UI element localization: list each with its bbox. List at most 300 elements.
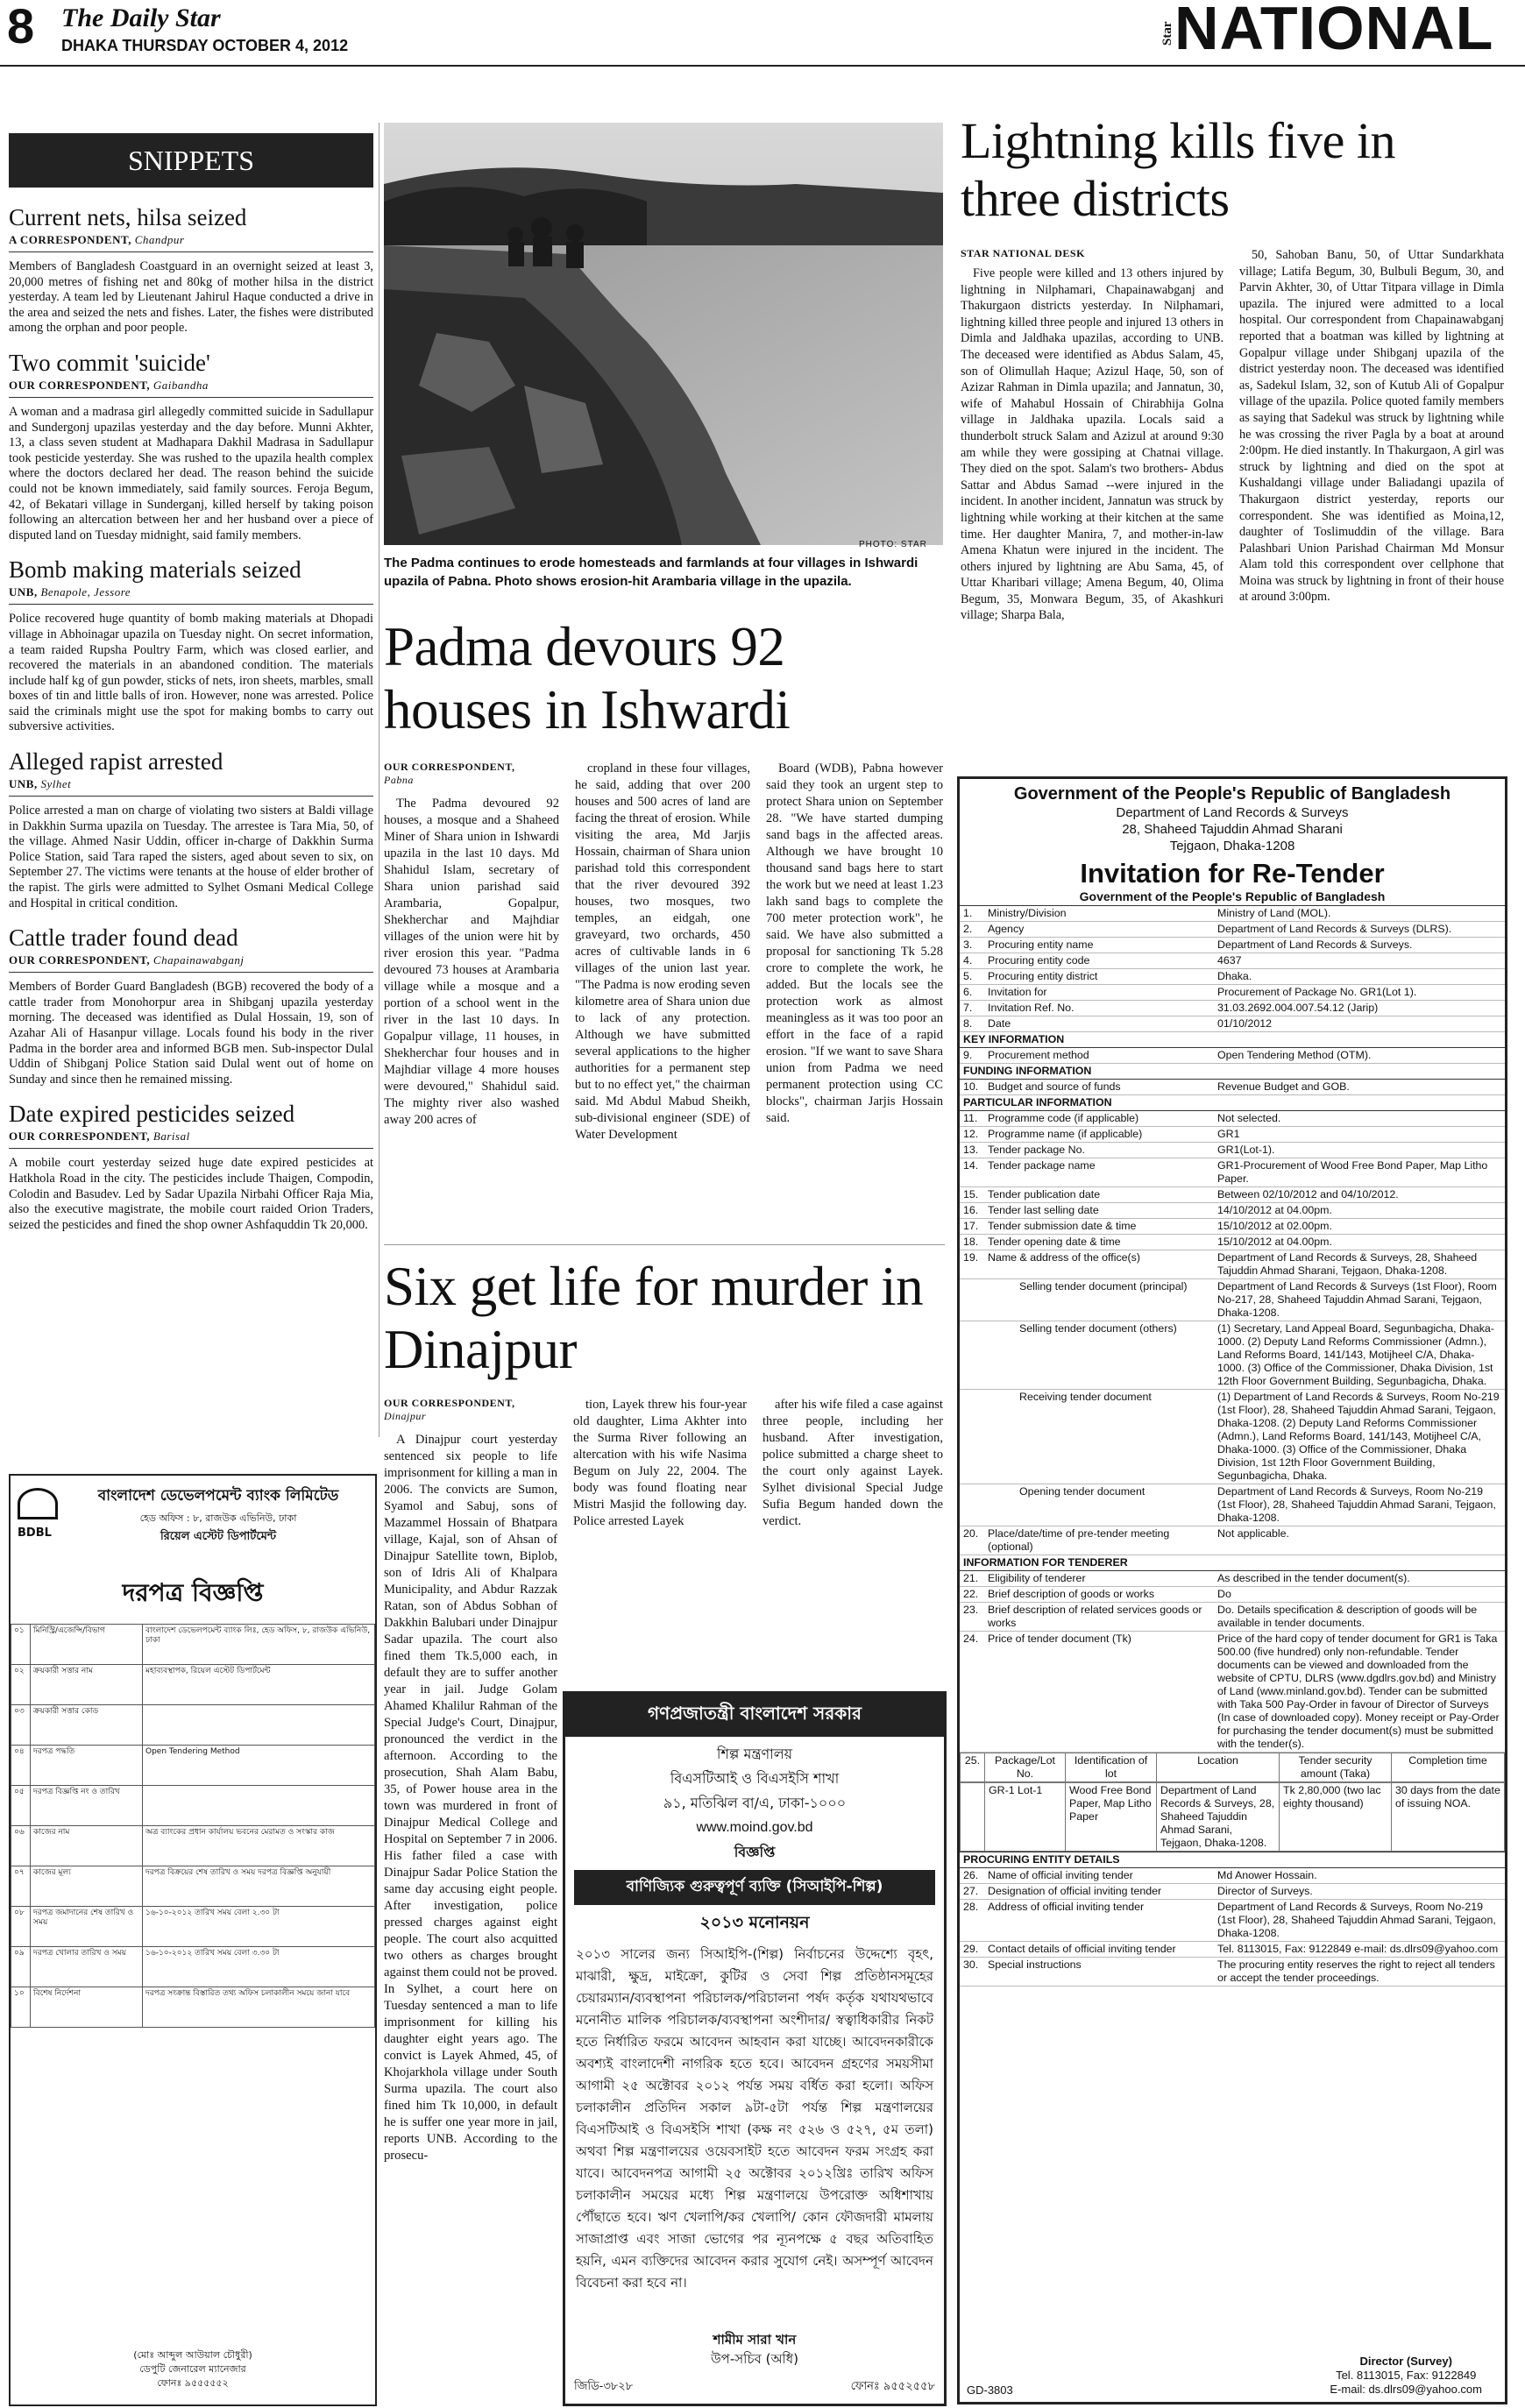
bdbl-table — [11, 1624, 375, 2028]
table-row — [960, 1127, 1505, 1143]
table-cell: Department of Land Records & Surveys, 28, Shaheed Tajuddin Ahmad Sharani, Tejgaon, Dhaka-1208. — [1214, 1250, 1505, 1279]
bdbl-signature: (মোঃ আব্দুল আউয়াল চৌধুরী) — [133, 2349, 252, 2361]
table-cell: Department of Land Records & Surveys, Room No-219 (1st Floor), 28, Shaheed Tajuddin Ahmad Sarani, Tejgaon, Dhaka-1208. — [1214, 1484, 1505, 1526]
table-cell: ক্রয়কারী সত্তার কোড — [31, 1705, 143, 1746]
tender-sig-tel: Tel. 8113015, Fax: 9122849 — [1336, 2369, 1477, 2382]
article-text: Five people were killed and 13 others injured by lightning in Nilphamari, Chapainawabganj and Thakurgaon districts yesterday. In Nilphamari, lightning killed three people and injured 13 others in Dimla and Jaldhaka upazilas, according to UNB. The deceased were identified as Abdus Salam, 45, son of Olimullah Haque; Azizul Haqe, 50, son of Azizar Rahman in Dimla upazila; and Jannatun, 30, wife of Mahabul Hossain of Chirabhija Golna village in Jaldhaka upazila. Locals said a thunderbolt struck Salam and Azizul at around 9:30 am while they were gossiping at Chatnai village. They died on the spot. Salam's two brothers- Abdus Sattar and Abdus Samad --were injured in the incident. In another incident, Jannatun was struck by lightning while working at their kitchen at the same time. Her daughter Manira, 7, and mother-in-law Amena Khatun were injured in the incident. The others injured by lightning are Abu Sama, 45, of Uttar Kharibari village; Amena Begum, 40, Olima Begum, 35, Monwara Begum, 35, of Akashkuri village; Sharpa Bala, — [961, 266, 1224, 623]
table-cell: (1) Secretary, Land Appeal Board, Segunbagicha, Dhaka-1000. (2) Deputy Land Reforms Commissioner (Admn.), Land Reforms Board, 141/143, Motijheel C/A, Dhaka-1000. (3) Office of the Commissioner, Dhaka Division, 1st 12th Floor Government Building, Segunbagicha, Dhaka. — [1214, 1321, 1505, 1390]
table-cell: GR1 — [1214, 1127, 1505, 1143]
table-cell: ০৬ — [11, 1826, 31, 1866]
table-cell — [961, 1783, 985, 1852]
tender-gov: Government of the People's Republic of Bangladesh — [1013, 784, 1451, 804]
table-cell: 23. — [960, 1603, 984, 1632]
table-section-header — [960, 1032, 1505, 1048]
lightning-headline: Lightning kills five in three districts — [961, 112, 1395, 227]
padma-headline: Padma devours 92 houses in Ishwardi — [384, 616, 791, 740]
table-row — [961, 1753, 1505, 1782]
table-row — [960, 1001, 1505, 1016]
table-cell: Budget and source of funds — [984, 1080, 1214, 1095]
tender-table — [960, 906, 1505, 1987]
article-column — [1239, 247, 1504, 606]
table-row — [11, 1866, 375, 1907]
tender-subtitle: Government of the People's Republic of Bangladesh — [960, 889, 1505, 906]
table-cell: 9. — [960, 1048, 984, 1064]
table-cell: মহাব্যবস্থাপক, রিয়েল এস্টেট ডিপার্টমেন্ট — [143, 1665, 375, 1705]
table-cell: 16. — [960, 1203, 984, 1219]
tender-sig-email: E-mail: ds.dlrs09@yahoo.com — [1330, 2383, 1482, 2396]
article-byline: STAR NATIONAL DESK — [961, 247, 1085, 259]
table-section-header — [960, 1555, 1505, 1571]
table-row — [960, 906, 1505, 922]
table-cell: Special instructions — [984, 1958, 1214, 1987]
article-text: 50, Sahoban Banu, 50, of Uttar Sundarkhata village; Latifa Begum, 30, Bulbuli Begum, 30, and Parvin Akhter, 30, of Uttar Titpara village in Dimla upazila. The injured were admitted to a local hospital. Our correspondent from Chapainawabganj reported that a boatman was killed by lightning at Gopalpur village under Shibganj upazila of the district yesterday noon. The deceased was identified as, Sadekul Islam, 32, son of Kutub Ali of Gopalpur village of the upazila. Police quoted family members as saying that Sadekul was struck by lightning while he was crossing the river Pagla by a boat at around 2:00pm. He died instantly. In Thakurgaon, A girl was struck by lightning and died on the spot at Kushaldangi village under Baliadangi upazila of Thakurgaon district yesterday, reports our correspondent. She was identified as Moina,12, daughter of Toslimuddin of the village. Bara Palashbari Union Parishad Chairman Md Monsur Alam told this correspondent over cellphone that Moina was struck by lightning in front of their house at around 3:00pm. — [1239, 248, 1504, 605]
table-row — [11, 1746, 375, 1786]
table-cell: 15. — [960, 1187, 984, 1203]
table-row — [11, 1826, 375, 1866]
table-cell: 1. — [960, 906, 984, 922]
padma-article — [384, 761, 945, 1234]
table-cell — [143, 1786, 375, 1826]
section-label: KEY INFORMATION — [960, 1032, 1505, 1048]
ministry-ad-header — [565, 1742, 944, 1865]
article-column — [762, 1397, 943, 1530]
table-cell: Tel. 8113015, Fax: 9122849 e-mail: ds.dlrs09@yahoo.com — [1214, 1942, 1505, 1958]
snippet-byline — [9, 777, 373, 797]
table-row — [961, 1783, 1505, 1852]
article-text: after his wife filed a case against three people, including her husband. After investigation, police submitted a charge sheet to the court only against Layek. Sylhet divisional Special Judge Sufia Begum handed down the verdict. — [762, 1398, 943, 1528]
snippet-title: Date expired pesticides seized — [9, 1101, 295, 1128]
table-cell: Tender publication date — [984, 1187, 1214, 1203]
snippet — [9, 747, 373, 911]
table-row — [960, 1942, 1505, 1958]
table-cell: Md Anower Hossain. — [1214, 1868, 1505, 1884]
table-cell: বাংলাদেশ ডেভেলপমেন্ট ব্যাংক লিঃ, হেড অফিস, ৮, রাজউক এভিনিউ, ঢাকা — [143, 1625, 375, 1665]
table-cell: ক্রয়কারী সত্তার নাম — [31, 1665, 143, 1705]
table-row — [960, 1390, 1505, 1484]
table-row — [960, 1484, 1505, 1526]
tender-address1: 28, Shaheed Tajuddin Ahmad Sharani — [1122, 822, 1343, 837]
article-column — [573, 1397, 747, 1530]
table-cell: 28. — [960, 1900, 984, 1942]
table-cell: দরপত্র খোলার তারিখ ও সময় — [31, 1947, 143, 1987]
table-cell: Invitation for — [984, 985, 1214, 1001]
table-cell: বিশেষ নির্দেশনা — [31, 1987, 143, 2028]
table-row — [960, 1111, 1505, 1127]
table-cell: Wood Free Bond Paper, Map Litho Paper — [1066, 1783, 1157, 1852]
snippet — [9, 1100, 373, 1233]
table-cell: ১৬-১০-২০১২ তারিখ সময় বেলা ৩.৩০ টা — [143, 1947, 375, 1987]
table-cell: ০৪ — [11, 1746, 31, 1786]
section-label: INFORMATION FOR TENDERER — [960, 1555, 1505, 1571]
table-row — [11, 1625, 375, 1665]
table-cell: 3. — [960, 938, 984, 953]
article-column — [384, 1397, 557, 2164]
article-text: tion, Layek threw his four-year old daughter, Lima Akhter into the Surma River following an altercation with his wife Nasima Begum on July 22, 2004. The body was found floating near Mistri Masjid the following day. Police arrested Layek — [573, 1398, 747, 1528]
table-cell: দরপত্র জমাদানের শেষ তারিখ ও সময় — [31, 1907, 143, 1947]
re-tender-ad — [957, 776, 1507, 2404]
snippet-byline — [9, 233, 373, 252]
table-cell: 31.03.2692.004.007.54.12 (Jarip) — [1214, 1001, 1505, 1016]
snippet-byline — [9, 585, 373, 605]
ministry-ad-code: জিডি-৩৮২৮ — [574, 2380, 634, 2393]
byline-author: A CORRESPONDENT, — [9, 233, 131, 246]
table-row — [11, 1705, 375, 1746]
table-cell: Tender package name — [984, 1158, 1214, 1187]
ministry-ad-signature — [565, 2330, 944, 2369]
ministry-ad-phone: ফোনঃ ৯৫৫২৫৫৮ — [850, 2380, 935, 2393]
table-cell: Ministry/Division — [984, 906, 1214, 922]
tender-sig-title: Director (Survey) — [1359, 2355, 1452, 2368]
table-row — [960, 985, 1505, 1001]
byline-place: Gaibandha — [152, 378, 209, 392]
snippet-body: Members of Border Guard Bangladesh (BGB) recovered the body of a cattle trader from Monohorpur area in Shibganj upazila yesterday morning. The deceased was identified as Dulal Hossain, 19, son of Azahar Ali of Hasanpur village. Locals found his body in the river Padma in the border area and informed BGB men. Sub-inspector Dulal Uddin of Shibganj Police Station said Dulal went out of home on Sunday and since then he remained missing. — [9, 980, 373, 1087]
table-cell: (1) Department of Land Records & Surveys, Room No-219 (1st Floor), 28, Shaheed Tajuddin Ahmad Sarani, Tejgaon, Dhaka-1208. (2) Deputy Land Reforms Commissioner (Admn.), Land Reforms Board, 141/143, Motijheel C/A, Dhaka-1000. (3) Office of the Commissioner, Dhaka Division, 1st 12th Floor Government Building, Segunbagicha, Dhaka. — [1214, 1390, 1505, 1484]
snippet-body: Members of Bangladesh Coastguard in an overnight seized at least 3, 20,000 metres of fishing net and 80kg of mother hilsa in the district yesterday. A team led by Lieutenant Jahirul Haque conducted a drive in the area and seized the nets and fishes. Later, the fishes were distributed among the orphan and poor people. — [9, 259, 373, 336]
table-cell: Price of the hard copy of tender document for GR1 is Taka 500.00 (five hundred) only non-refundable. Tender documents can be viewed and downloaded from the website of CPTU, DLRS (www.dgdlrs.gov.bd) and Ministry of Land (www.minland.gov.bd). Tender can be submitted with Taka 500 Pay-Order in favour of Director of Surveys (In case of downloaded copy). Money receipt or Pay-Order for purchasing the tender document(s) must be submitted with the tender(s). — [1214, 1632, 1505, 1753]
table-row — [960, 938, 1505, 953]
table-cell: Tender package No. — [984, 1143, 1214, 1158]
table-cell: Programme code (if applicable) — [984, 1111, 1214, 1127]
table-cell: Procuring entity name — [984, 938, 1214, 953]
table-row — [11, 1907, 375, 1947]
tender-title: Invitation for Re-Tender — [1080, 858, 1385, 889]
table-cell: Department of Land Records & Surveys (DLRS). — [1214, 922, 1505, 938]
snippet-body: Police recovered huge quantity of bomb making materials at Dhopadi village in Abhoinagar upazila on Tuesday night. On secret information, a team raided Rupsha Poultry Farm, which was closed earlier, and recovered the materials in an abandoned condition. The materials include half kg of gun powder, sticks of nets, iron sheets, marbles, small boxes of tin and little balls of iron. However, none was arrested. Police said the criminals might use the spot for making bombs to carry out subversive activities. — [9, 612, 373, 734]
table-cell: 2. — [960, 922, 984, 938]
lot-cell — [960, 1753, 1505, 1783]
table-cell: 30. — [960, 1958, 984, 1987]
table-cell: দরপত্র পদ্ধতি — [31, 1746, 143, 1786]
table-cell: Brief description of goods or works — [984, 1587, 1214, 1603]
table-row — [960, 1235, 1505, 1250]
table-cell: Dhaka. — [1214, 969, 1505, 985]
byline-place: Benapole, Jessore — [40, 585, 131, 599]
table-row — [960, 1016, 1505, 1032]
table-cell: Tender opening date & time — [984, 1235, 1214, 1250]
snippet-title: Bomb making materials seized — [9, 556, 301, 584]
snippet — [9, 924, 373, 1087]
table-row — [960, 1884, 1505, 1900]
table-cell: Tk 2,80,000 (two lac eighty thousand) — [1280, 1783, 1392, 1852]
erosion-photo-image — [384, 123, 943, 545]
article-text: The Padma devoured 92 houses, a mosque and a Shaheed Miner of Shara union in Ishwardi upazila in the last 10 days. Md Shahidul Islam, secretary of Shara union parishad said Arambaria, Gopalpur, Shekherchar and Majhdiar villages of the union were hit by river erosion this year. "Padma devoured 73 houses at Arambaria village while a mosque and a portion of a school went in the river in the last 10 days. In Gopalpur village, 11 houses, in Shekherchar four houses and in Majhdiar village 4 more houses were devoured," Shahidul said. The mighty river also washed away 200 acres of — [384, 797, 559, 1127]
article-column — [766, 761, 943, 1127]
signatory-name: শামীম সারা খান — [713, 2332, 797, 2348]
snippet-body: A woman and a madrasa girl allegedly committed suicide in Sadullapur and Sundergonj upazilas yesterday and the day before. Munni Akhter, 13, a class seven student at Madhapara Dakhil Madrasa in Sadullapur took pesticide yesterday. She was rushed to the upazila health complex where the doctors declared her dead. The reason behind the suicide could not be known immediately, said family sources. Feroja Begum, 42, of Bekatari village in Sunderganj, killed herself by taking poison following an altercation between her and her husband over a piece of disputed land on Tuesday midnight, said family members. — [9, 404, 373, 542]
table-section-header — [960, 1852, 1505, 1868]
table-section-header — [960, 1095, 1505, 1111]
table-cell: ০২ — [11, 1665, 31, 1705]
table-cell: As described in the tender document(s). — [1214, 1571, 1505, 1587]
table-cell: 13. — [960, 1143, 984, 1158]
table-row — [960, 1279, 1505, 1321]
signatory-title: উপ-সচিব (অধি) — [710, 2351, 799, 2367]
table-cell: কাজের মূল্য — [31, 1866, 143, 1907]
table-cell: 8. — [960, 1016, 984, 1032]
table-cell: 14. — [960, 1158, 984, 1187]
table-cell — [960, 1390, 984, 1484]
table-cell: Tender security amount (Taka) — [1280, 1753, 1392, 1782]
table-cell: 6. — [960, 985, 984, 1001]
table-cell: Location — [1157, 1753, 1280, 1782]
masthead — [0, 0, 1525, 68]
table-cell: 5. — [960, 969, 984, 985]
table-row — [960, 1250, 1505, 1279]
table-cell: Receiving tender document — [984, 1390, 1214, 1484]
photo-credit: PHOTO: STAR — [859, 540, 927, 549]
table-cell: Open Tendering Method (OTM). — [1214, 1048, 1505, 1064]
byline-place: Chapainawabganj — [152, 953, 245, 967]
table-row — [11, 1665, 375, 1705]
tender-dept: Department of Land Records & Surveys — [1116, 805, 1349, 820]
table-row — [960, 1868, 1505, 1884]
table-cell: Tender submission date & time — [984, 1219, 1214, 1235]
table-cell: Department of Land Records & Surveys (1st Floor), Room No-217, 28, Shaheed Tajuddin Ahmad Sarani, Tejgaon, Dhaka-1208. — [1214, 1279, 1505, 1321]
table-row — [960, 1219, 1505, 1235]
snippet-title: Current nets, hilsa seized — [9, 204, 247, 230]
snippet-byline — [9, 953, 373, 973]
article-byline — [384, 1397, 557, 1423]
table-cell: Invitation Ref. No. — [984, 1001, 1214, 1016]
byline-author: OUR CORRESPONDENT, — [9, 953, 151, 967]
table-row — [960, 953, 1505, 969]
paper-name: The Daily Star — [61, 4, 221, 32]
ministry-notice-ad — [563, 1691, 947, 2406]
table-cell: ০৯ — [11, 1947, 31, 1987]
snippet-title: Two commit 'suicide' — [9, 349, 210, 376]
table-row — [960, 969, 1505, 985]
article-column — [961, 247, 1224, 624]
section-label: PARTICULAR INFORMATION — [960, 1095, 1505, 1111]
table-cell: 12. — [960, 1127, 984, 1143]
bdbl-signature-block — [11, 2348, 375, 2390]
snippet — [9, 349, 373, 543]
table-cell: মিনিস্ট্রি/এজেন্সি/বিভাগ — [31, 1625, 143, 1665]
tender-header — [960, 779, 1505, 906]
table-cell: Revenue Budget and GOB. — [1214, 1080, 1505, 1095]
bdbl-phone: ফোনঃ ৯৫৫৫৫৫২ — [157, 2377, 229, 2389]
table-cell: 15/10/2012 at 04.00pm. — [1214, 1235, 1505, 1250]
table-cell: 19. — [960, 1250, 984, 1279]
snippet-byline — [9, 1130, 373, 1149]
table-cell: অত্র ব্যাংকের প্রধান কার্যালয় ভবনের মেরামত ও সংস্কার কাজ — [143, 1826, 375, 1866]
table-cell: দরপত্র বিক্রয়ের শেষ তারিখ ও সময় দরপত্র বিজ্ঞপ্তি অনুযায়ী — [143, 1866, 375, 1907]
table-cell: 4637 — [1214, 953, 1505, 969]
table-cell: GR-1 Lot-1 — [985, 1783, 1066, 1852]
table-cell: 25. — [961, 1753, 985, 1782]
ministry-branch: বিএসটিআই ও বিএসইসি শাখা — [670, 1770, 840, 1787]
byline-author: OUR CORRESPONDENT, — [9, 1130, 151, 1144]
section-label: PROCURING ENTITY DETAILS — [960, 1852, 1505, 1868]
byline-place: Pabna — [384, 774, 414, 786]
snippet-byline — [9, 379, 373, 398]
article-text: A Dinajpur court yesterday sentenced six people to life imprisonment for killing a man in 2006. The convicts are Sumon, Syamol and Sabuj, sons of Mazammel Hossain of Bhatpara village, Kajal, son of Ahsan of Dinajpur Satellite town, Biplob, son of Idris Ali of Khalpara Municipality, and Abdur Razzak Ratan, son of Abdus Sobhan of Dakkhin Balubari under Dinajpur Sadar upazila. The court also fined them Tk.5,000 each, in default they are to suffer another year in jail. Judge Golam Ahamed Khalilur Rahman of the Special Judge's Court, Dinajpur, pronounced the verdict in the afternoon. According to the prosecution, Shah Alam Babu, 35, of Power house area in the town was murdered in front of Dinajpur Medical College and Hospital on September 7 in 2006. His father filed a case with Dinajpur Sadar Police Station the same day accusing eight people. After investigation, police pressed charges against eight people. The court also acquitted two others as charges brought against them could not be proved. In Sylhet, a court here on Tuesday sentenced a man to life imprisonment for killing his daughter eight years ago. The convict is Layek Ahmed, 45, of Khojarkhola village under South Surma upazila. The court also fined him Tk 10,000, in default he is suffer one year more in jail, reports UNB. According to the prosecu- — [384, 1433, 557, 2163]
table-cell: Procurement of Package No. GR1(Lot 1). — [1214, 985, 1505, 1001]
table-row — [960, 1080, 1505, 1095]
ministry-ad-banner: গণপ্রজাতন্ত্রী বাংলাদেশ সরকার — [565, 1694, 944, 1737]
snippet — [9, 556, 373, 735]
section-label: FUNDING INFORMATION — [960, 1064, 1505, 1080]
tender-code: GD-3803 — [967, 2383, 1013, 2397]
table-section-header — [960, 1064, 1505, 1080]
table-cell: Department of Land Records & Surveys, Room No-219 (1st Floor), 28, Shaheed Tajuddin Ahmad Sarani, Tejgaon, Dhaka-1208. — [1214, 1900, 1505, 1942]
bdbl-department: রিয়েল এস্টেট ডিপার্টমেন্ট — [160, 1530, 277, 1543]
table-cell: 29. — [960, 1942, 984, 1958]
snippet-body: Police arrested a man on charge of violating two sisters at Baldi village in Dakkhin Surma upazila on Tuesday. The arrestee is Tara Mia, 50, of the village. Ahmed Nasir Uddin, officer in-charge of Dakkhin Surma Police Station, said Tara raped the sisters, aged about seven to six, on September 27. The victims were tenants at the house of elder brother of the rapist. The girls were admitted to Sylhet Osmani Medical College and Hospital in critical condition. — [9, 804, 373, 910]
byline-author: UNB, — [9, 585, 38, 599]
table-cell: Selling tender document (principal) — [984, 1279, 1214, 1321]
photo-caption: The Padma continues to erode homesteads and farmlands at four villages in Ishwardi upazila of Pabna. Photo shows erosion-hit Arambaria village in the upazila. — [384, 556, 919, 589]
article-byline — [384, 761, 559, 787]
table-cell: Not applicable. — [1214, 1526, 1505, 1555]
bdbl-office: হেড অফিস : ৮, রাজউক এভিনিউ, ঢাকা — [139, 1512, 297, 1524]
masthead-rule — [0, 65, 1525, 67]
table-cell: Director of Surveys. — [1214, 1884, 1505, 1900]
table-cell: Brief description of related services goods or works — [984, 1603, 1214, 1632]
table-row — [960, 1203, 1505, 1219]
table-cell: Programme name (if applicable) — [984, 1127, 1214, 1143]
table-cell: ১০ — [11, 1987, 31, 2028]
table-cell: কাজের নাম — [31, 1826, 143, 1866]
table-cell: Date — [984, 1016, 1214, 1032]
table-cell: ০৮ — [11, 1907, 31, 1947]
news-photo — [384, 123, 943, 545]
dateline: DHAKA THURSDAY OCTOBER 4, 2012 — [61, 37, 349, 54]
table-row — [960, 1158, 1505, 1187]
table-cell: 7. — [960, 1001, 984, 1016]
tender-signature — [1330, 2355, 1482, 2397]
table-cell: Opening tender document — [984, 1484, 1214, 1526]
table-cell: Contact details of official inviting tender — [984, 1942, 1214, 1958]
snippets-banner-text: SNIPPETS — [127, 145, 255, 176]
table-cell: Designation of official inviting tender — [984, 1884, 1214, 1900]
tender-address2: Tejgaon, Dhaka-1208 — [1169, 839, 1295, 853]
table-cell — [960, 1321, 984, 1390]
table-row — [960, 1187, 1505, 1203]
table-cell: Procurement method — [984, 1048, 1214, 1064]
table-cell: 4. — [960, 953, 984, 969]
table-cell: ০৫ — [11, 1786, 31, 1826]
table-row — [960, 1048, 1505, 1064]
page-number: 8 — [7, 0, 35, 53]
article-column — [575, 761, 750, 1144]
bdbl-designation: ডেপুটি জেনারেল ম্যানেজার — [139, 2363, 246, 2375]
bdbl-bank-name: বাংলাদেশ ডেভেলপমেন্ট ব্যাংক লিমিটেড — [97, 1487, 339, 1505]
byline-place: Barisal — [152, 1130, 190, 1144]
table-row — [960, 1526, 1505, 1555]
snippets-column — [9, 133, 373, 1441]
ministry-website: www.moind.gov.bd — [696, 1820, 813, 1835]
article-text: cropland in these four villages, he said, adding that over 200 houses and 500 acres of land are facing the threat of erosion. While visiting the area, Md Jarjis Hossain, chairman of Shara union parishad told this correspondent that the river devoured 392 houses, two mosques, two temples, an eidgah, one graveyard, two orchards, 450 acres of cultivable lands in 6 villages of the union last year. "The Padma is now eroding seven kilometre area of Shara union due to lack of any protection. Although we have submitted several applications to the higher authorities for a permanent step but to no effect yet," the chairman said. Md Abdul Mabud Sheikh, sub-divisional engineer (SDE) of Water Development — [575, 761, 750, 1142]
table-cell: ০৭ — [11, 1866, 31, 1907]
bdbl-header — [11, 1476, 375, 1572]
table-cell: ১৬-১০-২০১২ তারিখ সময় বেলা ২.৩০ টা — [143, 1907, 375, 1947]
table-row — [11, 1987, 375, 2028]
byline-author: OUR CORRESPONDENT, — [384, 1397, 515, 1409]
table-row — [960, 1958, 1505, 1987]
ministry-address: ৯১, মতিঝিল বা/এ, ঢাকা-১০০০ — [663, 1795, 847, 1811]
lot-row — [960, 1782, 1505, 1852]
table-cell: দরপত্র সংক্রান্ত বিস্তারিত তথ্য অফিস চলাকালীন সময়ে জানা যাবে — [143, 1987, 375, 2028]
table-row — [960, 1321, 1505, 1390]
ministry-ad-body: ২০১৩ সালের জন্য সিআইপি-(শিল্প) নির্বাচনের উদ্দেশ্যে বৃহৎ, মাঝারী, ক্ষুদ্র, মাইক্রো, কুটির ও সেবা শিল্প প্রতিষ্ঠানসমূহের চেয়ারম্যান/ব্যবস্থাপনা পরিচালক/পরিচালনা পর্ষদ কর্তৃক যথাযথভাবে মনোনীত মালিক পরিচালক/ব্যবস্থাপনা অংশীদার/ স্বত্বাধিকারীর নিকট হতে নির্ধারিত ফরমে আবেদন আহবান করা যাচ্ছে। আবেদনকারীকে অবশ্যই বাংলাদেশী নাগরিক হতে হবে। আবেদন গ্রহণের সময়সীমা আগামী ২৫ অক্টোবর ২০১২ পর্যন্ত সময় বর্ধিত করা হলো। অফিস চলাকালীন প্রতিদিন সকাল ৯টা-৫টা পর্যন্ত শিল্প মন্ত্রণালয়ের বিএসটিআই ও বিএসইসি শাখা (কক্ষ নং ৫২৬ ও ৫২৭, ৫ম তলা) অথবা শিল্প মন্ত্রণালয়ের ওয়েবসাইট হতে আবেদন ফরম সংগ্রহ করা যাবে। আবেদনপত্র আগামী ২৫ অক্টোবর ২০১২খ্রিঃ তারিখ অফিস চলাকালীন সময়ের মধ্যে শিল্প মন্ত্রণালয়ে উপরোক্ত অধিশাখায় পৌঁছাতে হবে। ঋণ খেলাপি/কর খেলাপি/ কোন ফৌজদারী মামলায় সাজাপ্রাপ্ত এবং সাজা ভোগের পর ন্যূনপক্ষে ৫ বছর অতিবাহিত হয়নি, এমন ব্যক্তিদের আবেদন করার সুযোগ নেই। অসম্পূর্ণ আবেদন বিবেচনা করা হবে না। — [576, 1946, 933, 2291]
table-cell — [143, 1705, 375, 1746]
table-row — [11, 1947, 375, 1987]
lot-table — [960, 1782, 1505, 1852]
section-tag: Star — [1160, 21, 1174, 46]
snippet-title: Alleged rapist arrested — [9, 748, 223, 776]
table-cell: Eligibility of tenderer — [984, 1571, 1214, 1587]
table-row — [960, 1571, 1505, 1587]
table-cell: 15/10/2012 at 02.00pm. — [1214, 1219, 1505, 1235]
table-cell: Between 02/10/2012 and 04/10/2012. — [1214, 1187, 1505, 1203]
table-cell: Selling tender document (others) — [984, 1321, 1214, 1390]
bdbl-tender-ad — [9, 1474, 377, 2406]
section-name: NATIONAL — [1174, 0, 1494, 62]
table-cell: Tender last selling date — [984, 1203, 1214, 1219]
table-cell: 11. — [960, 1111, 984, 1127]
byline-place: Chandpur — [134, 233, 185, 246]
table-cell: Address of official inviting tender — [984, 1900, 1214, 1942]
table-cell: 24. — [960, 1632, 984, 1753]
table-cell: 17. — [960, 1219, 984, 1235]
table-cell — [960, 1484, 984, 1526]
table-cell: ০১ — [11, 1625, 31, 1665]
lot-cell — [960, 1782, 1505, 1852]
article-text: Board (WDB), Pabna however said they took an urgent step to protect Shara union on September 28. "We have started dumping sand bags in the affected areas. Although we have brought 10 thousand sand bags here to start the work but we need at least 1.23 lakh sand bags to complete the 700 meter protection work", he said. We have also submitted a proposal for sanctioning Tk 5.28 crore to complete the work, he added. But the locals see the protection work as almost meaningless as it was too poor an effort in the face of a rapid erosion. "If we want to save Shara union from Padma we need permanent protection using CC blocks", chairman Jarjis Hossain said. — [766, 761, 943, 1125]
snippet — [9, 203, 373, 336]
byline-place: Sylhet — [40, 777, 72, 791]
table-cell: 27. — [960, 1884, 984, 1900]
table-cell: Place/date/time of pre-tender meeting (optional) — [984, 1526, 1214, 1555]
bdbl-logo-text: BDBL — [18, 1526, 52, 1540]
table-row — [960, 922, 1505, 938]
table-row — [11, 1786, 375, 1826]
bdbl-title: দরপত্র বিজ্ঞপ্তি — [122, 1578, 264, 1607]
lot-table — [960, 1753, 1505, 1782]
table-cell: দরপত্র বিজ্ঞপ্তি নং ও তারিখ — [31, 1786, 143, 1826]
table-cell: The procuring entity reserves the right to reject all tenders or accept the tender proceedings. — [1214, 1958, 1505, 1987]
bdbl-logo-icon — [18, 1488, 58, 1519]
article-rule — [384, 1244, 945, 1245]
table-cell: GR1(Lot-1). — [1214, 1143, 1505, 1158]
table-cell: 30 days from the date of issuing NOA. — [1392, 1783, 1505, 1852]
article-column — [384, 761, 559, 1129]
lightning-article — [961, 247, 1504, 764]
table-cell: GR1-Procurement of Wood Free Bond Paper, Map Litho Paper. — [1214, 1158, 1505, 1187]
ministry-notice-label: বিজ্ঞপ্তি — [734, 1844, 776, 1860]
table-cell: Do. Details specification & description of goods will be available in tender documents. — [1214, 1603, 1505, 1632]
table-cell: 26. — [960, 1868, 984, 1884]
table-cell: 22. — [960, 1587, 984, 1603]
table-cell: Name of official inviting tender — [984, 1868, 1214, 1884]
table-row — [960, 1900, 1505, 1942]
snippet-body: A mobile court yesterday seized huge date expired pesticides at Hatkhola Road in the city. The pesticides include Thaigen, Compodin, Colodin and Basudev. Led by Sadar Upazila Nirbahi Officer Raja Mia, also the executive magistrate, the mobile court raided Orion Traders, seized the pesticides and fined the shop owner Ashfaquddin Tk 20,000. — [9, 1156, 373, 1232]
table-cell: Ministry of Land (MOL). — [1214, 906, 1505, 922]
table-cell: Department of Land Records & Surveys, 28, Shaheed Tajuddin Ahmad Sarani, Tejgaon, Dhaka-1208. — [1157, 1783, 1280, 1852]
table-cell: 14/10/2012 at 04.00pm. — [1214, 1203, 1505, 1219]
table-cell: Procuring entity code — [984, 953, 1214, 969]
table-cell: 01/10/2012 — [1214, 1016, 1505, 1032]
ministry-name: শিল্প মন্ত্রণালয় — [716, 1746, 793, 1762]
table-row — [960, 1632, 1505, 1753]
table-cell: Completion time — [1392, 1753, 1505, 1782]
table-cell: Do — [1214, 1587, 1505, 1603]
table-cell: Department of Land Records & Surveys. — [1214, 938, 1505, 953]
table-cell: 21. — [960, 1571, 984, 1587]
lot-row — [960, 1753, 1505, 1783]
table-cell: 10. — [960, 1080, 984, 1095]
